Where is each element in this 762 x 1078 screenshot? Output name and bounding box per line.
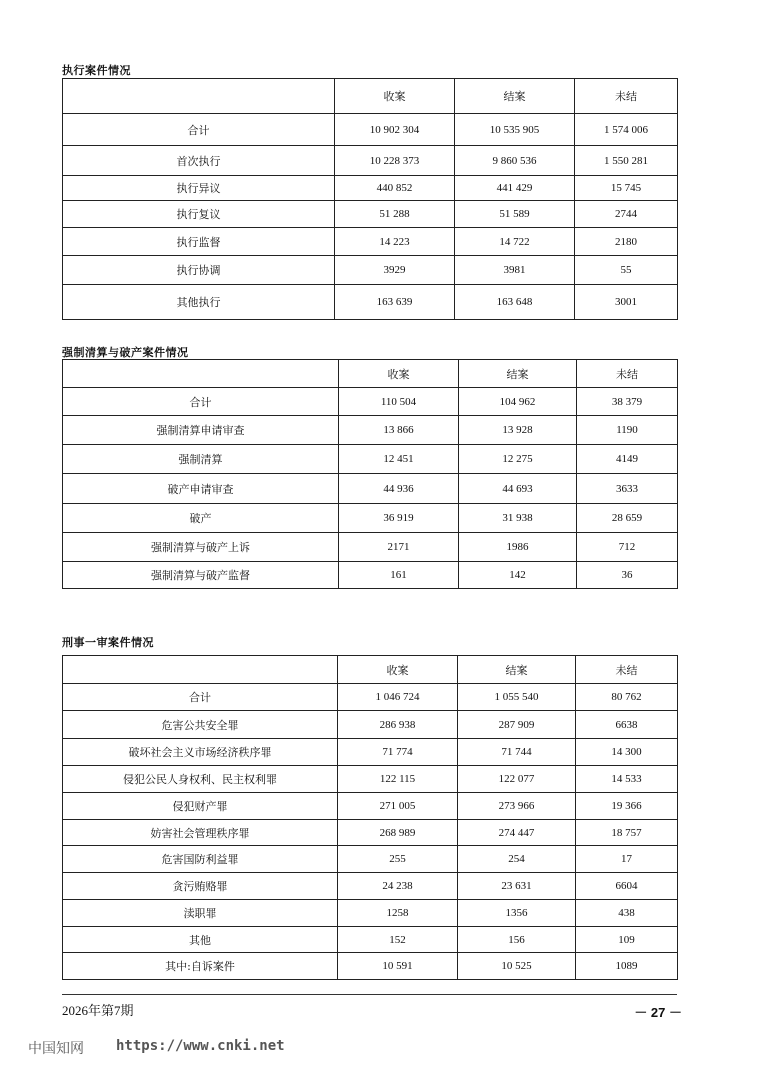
row-label-cell: 强制清算申请审查	[63, 416, 339, 445]
row-label-cell: 执行协调	[63, 256, 335, 285]
value-cell: 36	[577, 562, 678, 589]
value-cell: 1986	[459, 533, 577, 562]
value-cell: 15 745	[575, 176, 678, 201]
header-cell: 结案	[459, 360, 577, 388]
execution-cases-table	[62, 78, 678, 320]
value-cell: 286 938	[338, 711, 458, 739]
header-row	[63, 79, 678, 114]
section-title-criminal: 刑事一审案件情况	[62, 636, 154, 649]
value-cell: 3929	[335, 256, 455, 285]
value-cell: 13 866	[339, 416, 459, 445]
header-cell: 收案	[335, 79, 455, 114]
page-number: － 27 －	[634, 1005, 682, 1020]
table-row	[63, 793, 678, 820]
row-label-cell: 妨害社会管理秩序罪	[63, 820, 338, 846]
value-cell: 9 860 536	[455, 146, 575, 176]
row-label-cell: 侵犯公民人身权利、民主权利罪	[63, 766, 338, 793]
value-cell: 17	[576, 846, 678, 873]
table-row	[63, 228, 678, 256]
value-cell: 4149	[577, 445, 678, 474]
header-cell: 收案	[338, 656, 458, 684]
table-row	[63, 820, 678, 846]
header-cell: 收案	[339, 360, 459, 388]
table-row	[63, 256, 678, 285]
value-cell: 10 525	[458, 953, 576, 980]
row-label-cell: 破坏社会主义市场经济秩序罪	[63, 739, 338, 766]
value-cell: 142	[459, 562, 577, 589]
value-cell: 36 919	[339, 504, 459, 533]
value-cell: 1356	[458, 900, 576, 927]
row-label-cell: 执行复议	[63, 201, 335, 228]
value-cell: 80 762	[576, 684, 678, 711]
watermark-url: https://www.cnki.net	[116, 1038, 285, 1054]
value-cell: 2744	[575, 201, 678, 228]
value-cell: 161	[339, 562, 459, 589]
value-cell: 14 722	[455, 228, 575, 256]
value-cell: 109	[576, 927, 678, 953]
bankruptcy-cases-table	[62, 359, 678, 589]
value-cell: 24 238	[338, 873, 458, 900]
value-cell: 438	[576, 900, 678, 927]
watermark-site-name: 中国知网	[28, 1041, 84, 1057]
value-cell: 1190	[577, 416, 678, 445]
value-cell: 1 046 724	[338, 684, 458, 711]
row-label-cell: 强制清算	[63, 445, 339, 474]
row-label-cell: 破产	[63, 504, 339, 533]
value-cell: 274 447	[458, 820, 576, 846]
value-cell: 51 288	[335, 201, 455, 228]
value-cell: 255	[338, 846, 458, 873]
table-row	[63, 146, 678, 176]
table-row	[63, 445, 678, 474]
table-row	[63, 176, 678, 201]
value-cell: 1 055 540	[458, 684, 576, 711]
row-label-cell: 危害国防利益罪	[63, 846, 338, 873]
row-label-cell: 合计	[63, 114, 335, 146]
value-cell: 14 533	[576, 766, 678, 793]
value-cell: 71 774	[338, 739, 458, 766]
value-cell: 12 275	[459, 445, 577, 474]
value-cell: 14 300	[576, 739, 678, 766]
value-cell: 6638	[576, 711, 678, 739]
issue-label: 2026年第7期	[62, 1003, 134, 1018]
value-cell: 10 591	[338, 953, 458, 980]
value-cell: 254	[458, 846, 576, 873]
header-row	[63, 360, 678, 388]
value-cell: 104 962	[459, 388, 577, 416]
table-row	[63, 562, 678, 589]
table-row	[63, 739, 678, 766]
table-row	[63, 504, 678, 533]
value-cell: 71 744	[458, 739, 576, 766]
value-cell: 44 693	[459, 474, 577, 504]
row-label-cell: 其中:自诉案件	[63, 953, 338, 980]
table-row	[63, 474, 678, 504]
value-cell: 3981	[455, 256, 575, 285]
header-cell: 未结	[577, 360, 678, 388]
value-cell: 712	[577, 533, 678, 562]
table-row	[63, 927, 678, 953]
value-cell: 19 366	[576, 793, 678, 820]
table-row	[63, 416, 678, 445]
row-label-cell: 渎职罪	[63, 900, 338, 927]
value-cell: 10 228 373	[335, 146, 455, 176]
value-cell: 1089	[576, 953, 678, 980]
table-row	[63, 900, 678, 927]
value-cell: 268 989	[338, 820, 458, 846]
row-label-cell: 执行异议	[63, 176, 335, 201]
value-cell: 441 429	[455, 176, 575, 201]
value-cell: 10 902 304	[335, 114, 455, 146]
value-cell: 10 535 905	[455, 114, 575, 146]
table-row	[63, 766, 678, 793]
value-cell: 38 379	[577, 388, 678, 416]
value-cell: 13 928	[459, 416, 577, 445]
value-cell: 18 757	[576, 820, 678, 846]
section-title-execution: 执行案件情况	[62, 64, 131, 77]
value-cell: 156	[458, 927, 576, 953]
table-row	[63, 388, 678, 416]
row-label-cell: 合计	[63, 388, 339, 416]
value-cell: 23 631	[458, 873, 576, 900]
row-label-cell: 贪污贿赂罪	[63, 873, 338, 900]
value-cell: 271 005	[338, 793, 458, 820]
header-row	[63, 656, 678, 684]
value-cell: 152	[338, 927, 458, 953]
header-cell	[63, 79, 335, 114]
value-cell: 44 936	[339, 474, 459, 504]
table-row	[63, 711, 678, 739]
row-label-cell: 首次执行	[63, 146, 335, 176]
value-cell: 440 852	[335, 176, 455, 201]
header-cell: 结案	[458, 656, 576, 684]
section-title-bankruptcy: 强制清算与破产案件情况	[62, 346, 189, 359]
row-label-cell: 其他执行	[63, 285, 335, 320]
row-label-cell: 强制清算与破产监督	[63, 562, 339, 589]
value-cell: 28 659	[577, 504, 678, 533]
table-row	[63, 201, 678, 228]
value-cell: 12 451	[339, 445, 459, 474]
table-row	[63, 533, 678, 562]
value-cell: 1 550 281	[575, 146, 678, 176]
table-row	[63, 953, 678, 980]
row-label-cell: 合计	[63, 684, 338, 711]
value-cell: 6604	[576, 873, 678, 900]
table-row	[63, 684, 678, 711]
row-label-cell: 危害公共安全罪	[63, 711, 338, 739]
value-cell: 51 589	[455, 201, 575, 228]
value-cell: 110 504	[339, 388, 459, 416]
value-cell: 14 223	[335, 228, 455, 256]
value-cell: 31 938	[459, 504, 577, 533]
footer-divider	[62, 994, 677, 995]
value-cell: 122 077	[458, 766, 576, 793]
row-label-cell: 执行监督	[63, 228, 335, 256]
value-cell: 1258	[338, 900, 458, 927]
header-cell	[63, 360, 339, 388]
value-cell: 3001	[575, 285, 678, 320]
value-cell: 163 639	[335, 285, 455, 320]
value-cell: 2180	[575, 228, 678, 256]
value-cell: 2171	[339, 533, 459, 562]
table-row	[63, 114, 678, 146]
header-cell: 未结	[576, 656, 678, 684]
value-cell: 55	[575, 256, 678, 285]
row-label-cell: 侵犯财产罪	[63, 793, 338, 820]
table-row	[63, 873, 678, 900]
value-cell: 122 115	[338, 766, 458, 793]
criminal-cases-table	[62, 655, 678, 980]
table-row	[63, 285, 678, 320]
header-cell	[63, 656, 338, 684]
row-label-cell: 破产申请审查	[63, 474, 339, 504]
table-row	[63, 846, 678, 873]
row-label-cell: 强制清算与破产上诉	[63, 533, 339, 562]
value-cell: 287 909	[458, 711, 576, 739]
value-cell: 1 574 006	[575, 114, 678, 146]
value-cell: 163 648	[455, 285, 575, 320]
row-label-cell: 其他	[63, 927, 338, 953]
value-cell: 3633	[577, 474, 678, 504]
header-cell: 结案	[455, 79, 575, 114]
header-cell: 未结	[575, 79, 678, 114]
value-cell: 273 966	[458, 793, 576, 820]
